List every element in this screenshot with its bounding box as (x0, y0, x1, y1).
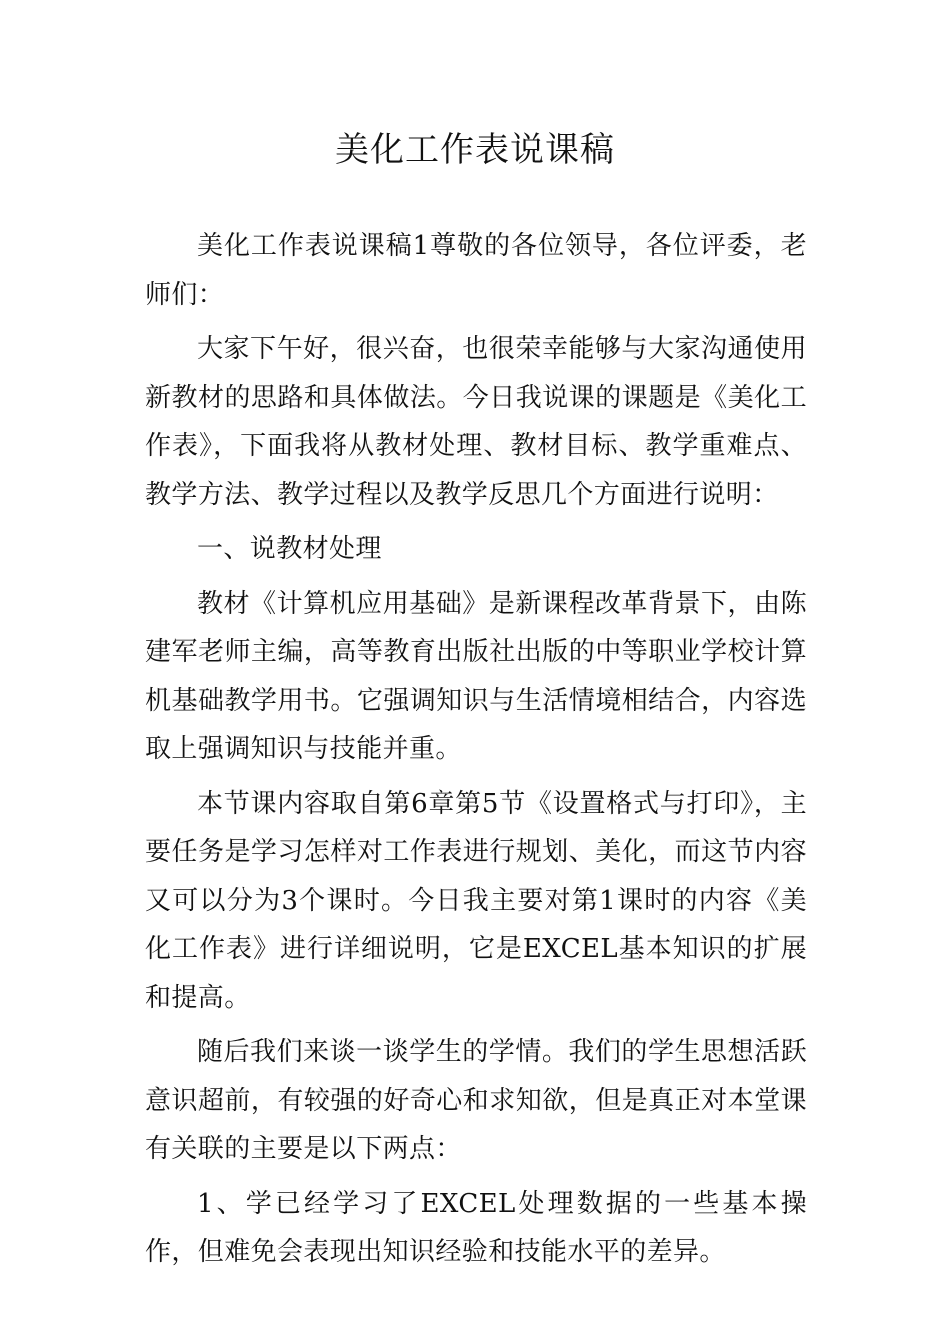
paragraph-introduction: 大家下午好，很兴奋，也很荣幸能够与大家沟通使用新教材的思路和具体做法。今日我说课的课题是《美化工作表》，下面我将从教材处理、教材目标、教学重难点、教学方法、教学过程以及教学反思几个方面进行说明： (145, 334, 807, 510)
paragraph-point-one: 1、学已经学习了EXCEL处理数据的一些基本操作，但难免会表现出知识经验和技能水平的差异。 (145, 1188, 807, 1267)
document-body (145, 222, 807, 1277)
paragraph-textbook: 教材《计算机应用基础》是新课程改革背景下，由陈建军老师主编，高等教育出版社出版的中等职业学校计算机基础教学用书。它强调知识与生活情境相结合，内容选取上强调知识与技能并重。 (145, 588, 807, 764)
paragraph-student-situation: 随后我们来谈一谈学生的学情。我们的学生思想活跃意识超前，有较强的好奇心和求知欲，但是真正对本堂课有关联的主要是以下两点： (145, 1037, 807, 1164)
document-title: 美化工作表说课稿 (335, 130, 615, 170)
section-heading-textbook: 一、说教材处理 (197, 534, 382, 564)
paragraph-lesson-content: 本节课内容取自第6章第5节《设置格式与打印》，主要任务是学习怎样对工作表进行规划、美化，而这节内容又可以分为3个课时。今日我主要对第1课时的内容《美化工作表》进行详细说明，它是EXCEL基本知识的扩展和提高。 (145, 788, 807, 1013)
paragraph-greeting: 美化工作表说课稿1尊敬的各位领导，各位评委，老师们： (145, 231, 807, 310)
